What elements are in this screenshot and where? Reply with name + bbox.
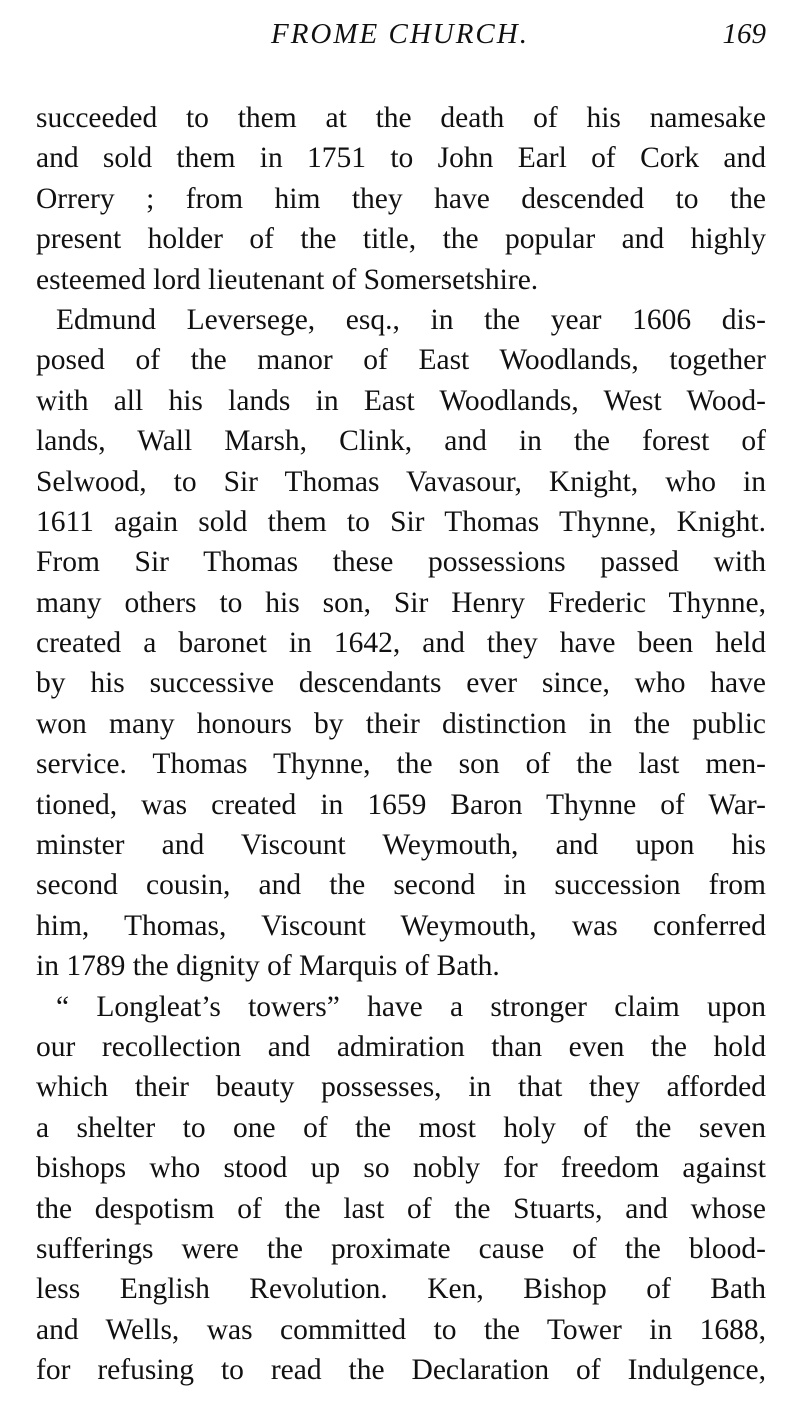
text-line: Edmund Leversege, esq., in the year 1606 dis- [56,303,766,336]
text-line: a shelter to one of the most holy of the seven [36,1111,766,1144]
text-line: From Sir Thomas these possessions passed with [36,546,766,579]
text-line: second cousin, and the second in succession from [36,869,766,902]
paragraph-3 [36,987,766,1391]
text-line: minster and Viscount Weymouth, and upon his [36,829,766,862]
text-line: our recollection and admiration than even the hold [36,1030,766,1063]
text-line: the despotism of the last of the Stuarts, and whose [36,1192,766,1225]
running-title: FROME CHURCH. [271,18,529,50]
text-line: for refusing to read the Declaration of Indulgence, [36,1354,766,1387]
text-line: which their beauty possesses, in that they afforded [36,1071,766,1104]
text-line: in 1789 the dignity of Marquis of Bath. [36,950,500,983]
page-number: 169 [722,18,766,50]
text-line: Selwood, to Sir Thomas Vavasour, Knight, who in [36,465,766,498]
text-body [36,98,766,1391]
text-line: esteemed lord lieutenant of Somersetshire. [36,263,539,296]
text-line: posed of the manor of East Woodlands, together [36,344,766,377]
text-line: lands, Wall Marsh, Clink, and in the forest of [36,425,766,458]
text-line: created a baronet in 1642, and they have been held [36,627,766,660]
text-line: with all his lands in East Woodlands, West Wood- [36,384,766,417]
text-line: him, Thomas, Viscount Weymouth, was conferred [36,909,766,942]
text-line: less English Revolution. Ken, Bishop of Bath [36,1273,766,1306]
text-line: sufferings were the proximate cause of the blood- [36,1232,766,1265]
text-line: by his successive descendants ever since, who have [36,667,766,700]
text-line: and sold them in 1751 to John Earl of Cork and [36,142,766,175]
text-line: “ Longleat’s towers” have a stronger claim upon [56,990,766,1023]
text-line: tioned, was created in 1659 Baron Thynne of War- [36,788,766,821]
text-line: service. Thomas Thynne, the son of the last men- [36,748,766,781]
paragraph-2 [36,300,766,987]
text-line: and Wells, was committed to the Tower in 1688, [36,1313,766,1346]
text-line: 1611 again sold them to Sir Thomas Thynne, Knight. [36,505,766,538]
running-head [0,18,800,58]
text-line: won many honours by their distinction in the public [36,707,766,740]
text-line: Orrery ; from him they have descended to the [36,182,766,215]
text-line: succeeded to them at the death of his namesake [36,102,766,134]
text-line: many others to his son, Sir Henry Frederic Thynne, [36,586,766,619]
text-line: present holder of the title, the popular and highly [36,223,766,256]
text-line: bishops who stood up so nobly for freedom against [36,1152,766,1185]
paragraph-1 [36,98,766,300]
